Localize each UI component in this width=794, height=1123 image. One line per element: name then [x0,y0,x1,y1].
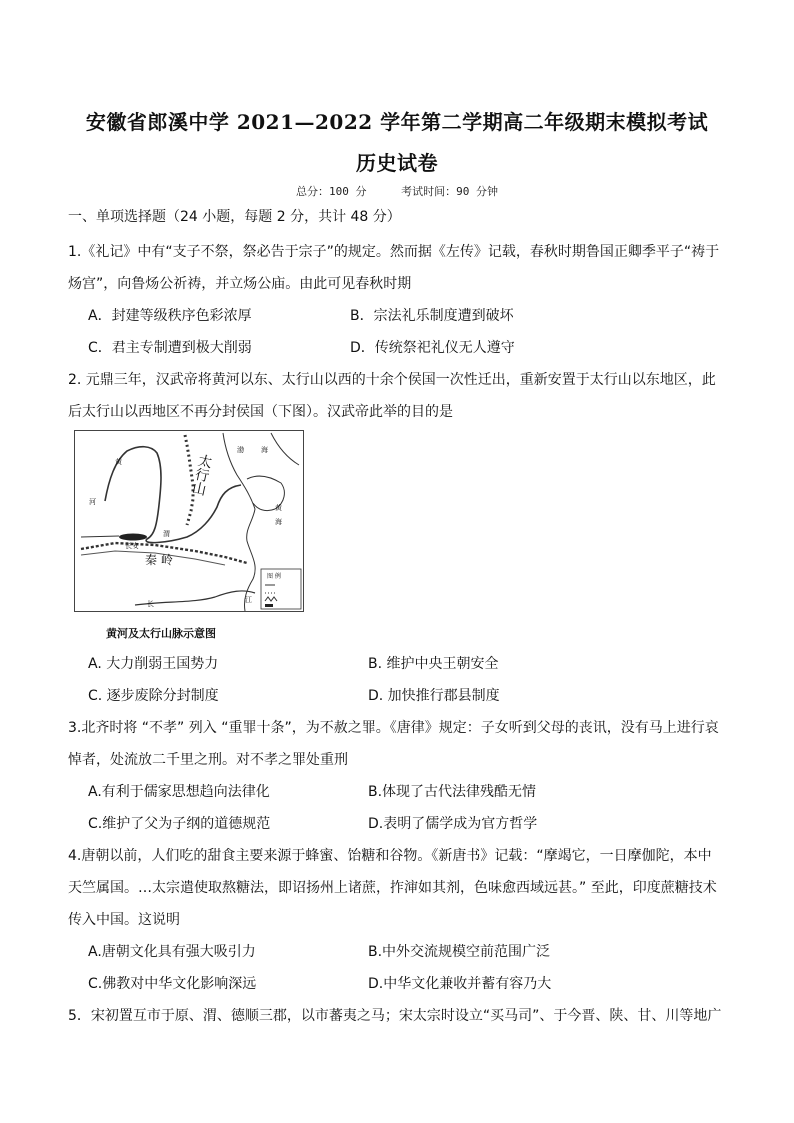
wei-river [81,536,119,537]
huanghai-label-1: 黄 [275,504,282,512]
changan-label: 长安 [125,542,139,550]
legend-title: 图 例 [267,573,281,580]
exam-time: 考试时间：90 分钟 [401,185,498,198]
huang-label: 黄 [115,458,122,466]
question-1-option-c: C．君主专制遭到极大削弱 [88,340,252,356]
question-4-option-b: B.中外交流规模空前范围广泛 [368,944,551,960]
exam-meta [0,183,794,199]
taihang-range [185,435,193,525]
huanghai-label-2: 海 [275,518,282,526]
question-1-line-2: 炀宫”，向鲁炀公祈祷，并立炀公庙。由此可见春秋时期 [68,276,412,292]
question-3-option-b: B.体现了古代法律残酷无情 [368,784,537,800]
question-2-option-d: D. 加快推行郡县制度 [368,688,500,704]
question-3-option-a: A.有利于儒家思想趋向法律化 [88,784,270,800]
question-3-option-c: C.维护了父为子纲的道德规范 [88,816,271,832]
wei-label: 渭 [163,530,170,538]
map-caption: 黄河及太行山脉示意图 [106,627,216,640]
question-2-line-1: 2. 元鼎三年，汉武帝将黄河以东、太行山以西的十余个侯国一次性迁出，重新安置于太行山以东地区，此 [68,372,716,388]
question-3-option-d: D.表明了儒学成为官方哲学 [368,816,538,832]
question-5-line-1: 5．宋初置互市于原、渭、德顺三郡，以市蕃夷之马；宋太宗时设立“买马司”、于今晋、陕、甘、川等地广 [68,1008,722,1024]
question-2-line-2: 后太行山以西地区不再分封侯国（下图）。汉武帝此举的目的是 [68,404,453,420]
question-4-option-a: A.唐朝文化具有强大吸引力 [88,944,256,960]
question-3-line-1: 3.北齐时将 “不孝” 列入 “重罪十条”，为不赦之罪。《唐律》规定：子女听到父母的丧讯，没有马上进行哀 [68,720,719,736]
exam-subtitle: 历史试卷 [356,151,438,175]
question-2-option-a: A. 大力削弱王国势力 [88,656,219,672]
legend-capital [265,604,273,607]
map-drawing [75,431,303,611]
he-label: 河 [89,498,96,506]
qinling-label: 秦 岭 [145,553,173,567]
question-1-option-a: A．封建等级秩序色彩浓厚 [88,308,252,324]
question-4-line-2: 天竺属国。…太宗遣使取熬糖法，即诏扬州上诸蔗，拃渖如其剂，色味愈西域远甚。” 至此，印度蔗糖技术 [68,880,717,896]
capital-region-marker [119,534,147,541]
taihang-label: 太行山 [190,453,214,499]
section-heading: 一、单项选择题（24 小题，每题 2 分，共计 48 分） [68,209,401,225]
question-3-line-2: 悼者，处流放二千里之刑。对不孝之罪处重刑 [68,752,348,768]
question-4-option-d: D.中华文化兼收并蓄有容乃大 [368,976,552,992]
question-2-option-b: B. 维护中央王朝安全 [368,656,499,672]
jiang-label: 江 [245,596,252,604]
bohai-label-2: 海 [261,446,268,454]
question-1-option-d: D．传统祭祀礼仪无人遵守 [350,340,515,356]
question-1-option-b: B．宗法礼乐制度遭到破坏 [350,308,514,324]
question-4-line-1: 4.唐朝以前，人们吃的甜食主要来源于蜂蜜、饴糖和谷物。《新唐书》记载：“摩竭它，一日摩伽陀，本中 [68,848,712,864]
coastline [223,433,255,611]
question-2-option-c: C. 逐步废除分封制度 [88,688,219,704]
question-1-line-1: 1.《礼记》中有“支子不祭，祭必告于宗子”的规定。然而据《左传》记载，春秋时期鲁国正卿季平子“祷于 [68,244,720,260]
question-4-line-3: 传入中国。这说明 [68,912,180,928]
peninsula-coast [271,433,299,465]
question-4-option-c: C.佛教对中华文化影响深远 [88,976,257,992]
total-score: 总分：100 分 [296,185,367,198]
bohai-label-1: 渤 [237,446,244,454]
map-figure [74,430,304,612]
yellow-river [105,447,241,543]
exam-title: 安徽省郎溪中学 2021—2022 学年第二学期高二年级期末模拟考试 [85,110,709,134]
chang-label: 长 [147,600,154,608]
